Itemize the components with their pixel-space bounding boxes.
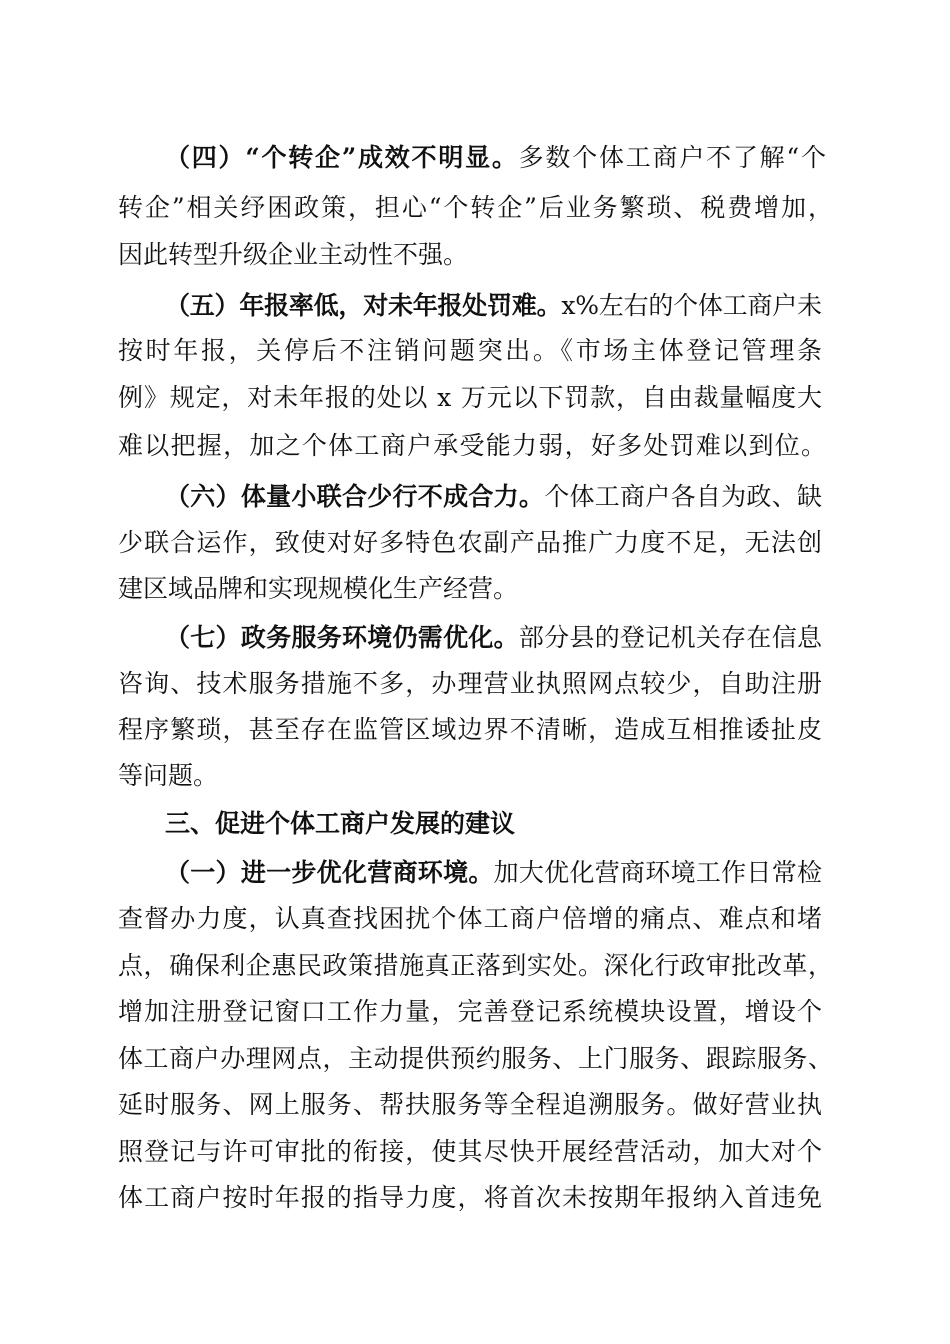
paragraph-text: 个体工商户各自为政、缺 (544, 482, 823, 511)
text-line (0, 988, 950, 1036)
paragraph-text: 部分县的登记机关存在信息 (518, 623, 823, 652)
text-line (0, 706, 950, 754)
text-line (0, 231, 950, 279)
paragraph-text: 加大优化营商环境工作日常检 (493, 858, 823, 887)
paragraph-heading: （一）进一步优化营商环境。 (165, 858, 494, 887)
paragraph-text: 多数个体工商户不了解“个 (518, 143, 828, 172)
paragraph-text: 点，确保利企惠民政策措施真正落到实处。深化行政审批改革， (118, 951, 834, 980)
text-line (0, 422, 950, 470)
paragraph-text: 体工商户办理网点，主动提供预约服务、上门服务、跟踪服务、 (118, 1044, 834, 1073)
paragraph-text: 因此转型升级企业主动性不强。 (118, 240, 469, 269)
text-line (0, 519, 950, 567)
paragraph-text: 延时服务、网上服务、帮扶服务等全程追溯服务。做好营业执 (118, 1090, 824, 1119)
paragraph-heading: （四）“个转企”成效不明显。 (165, 143, 519, 172)
paragraph-text: 转企”相关纾困政策，担心“个转企”后业务繁琐、税费增加， (118, 193, 835, 222)
paragraph-text: 等问题。 (118, 761, 219, 790)
text-line (0, 1128, 950, 1176)
paragraph-heading: （七）政务服务环境仍需优化。 (165, 623, 519, 652)
paragraph-heading: （五）年报率低，对未年报处罚难。 (165, 291, 562, 320)
paragraph-text: x%左右的个体工商户未 (561, 291, 822, 320)
paragraph-text: 例》规定，对未年报的处以 x 万元以下罚款，自由裁量幅度大 (118, 383, 823, 412)
paragraph-heading: 三、促进个体工商户发展的建议 (165, 809, 516, 838)
paragraph-text: 少联合运作，致使对好多特色农副产品推广力度不足，无法创 (118, 528, 824, 557)
text-line (0, 1035, 950, 1083)
text-line (0, 1174, 950, 1222)
text-line (0, 327, 950, 375)
paragraph-text: 增加注册登记窗口工作力量，完善登记系统模块设置，增设个 (118, 997, 824, 1026)
paragraph-text: 体工商户按时年报的指导力度，将首次未按期年报纳入首违免 (118, 1183, 824, 1212)
section-heading (0, 800, 950, 848)
text-line (0, 849, 950, 897)
text-line (0, 374, 950, 422)
text-line (0, 942, 950, 990)
text-line (0, 614, 950, 662)
text-line (0, 1081, 950, 1129)
paragraph-heading: （六）体量小联合少行不成合力。 (165, 482, 545, 511)
text-line (0, 473, 950, 521)
paragraph-text: 咨询、技术服务措施不多，办理营业执照网点较少，自助注册 (118, 669, 824, 698)
text-line (0, 895, 950, 943)
paragraph-text: 查督办力度，认真查找困扰个体工商户倍增的痛点、难点和堵 (118, 904, 824, 933)
paragraph-text: 难以把握，加之个体工商户承受能力弱，好多处罚难以到位。 (118, 431, 828, 460)
paragraph-text: 建区域品牌和实现规模化生产经营。 (118, 574, 519, 603)
paragraph-text: 按时年报，关停后不注销问题突出。《市场主体登记管理条 (118, 336, 825, 365)
text-line (0, 282, 950, 330)
text-line (0, 660, 950, 708)
text-line (0, 565, 950, 613)
paragraph-text: 照登记与许可审批的衔接，使其尽快开展经营活动，加大对个 (118, 1137, 824, 1166)
text-line (0, 134, 950, 182)
text-line (0, 184, 950, 232)
paragraph-text: 程序繁琐，甚至存在监管区域边界不清晰，造成互相推诿扯皮 (118, 715, 824, 744)
text-line (0, 752, 950, 800)
